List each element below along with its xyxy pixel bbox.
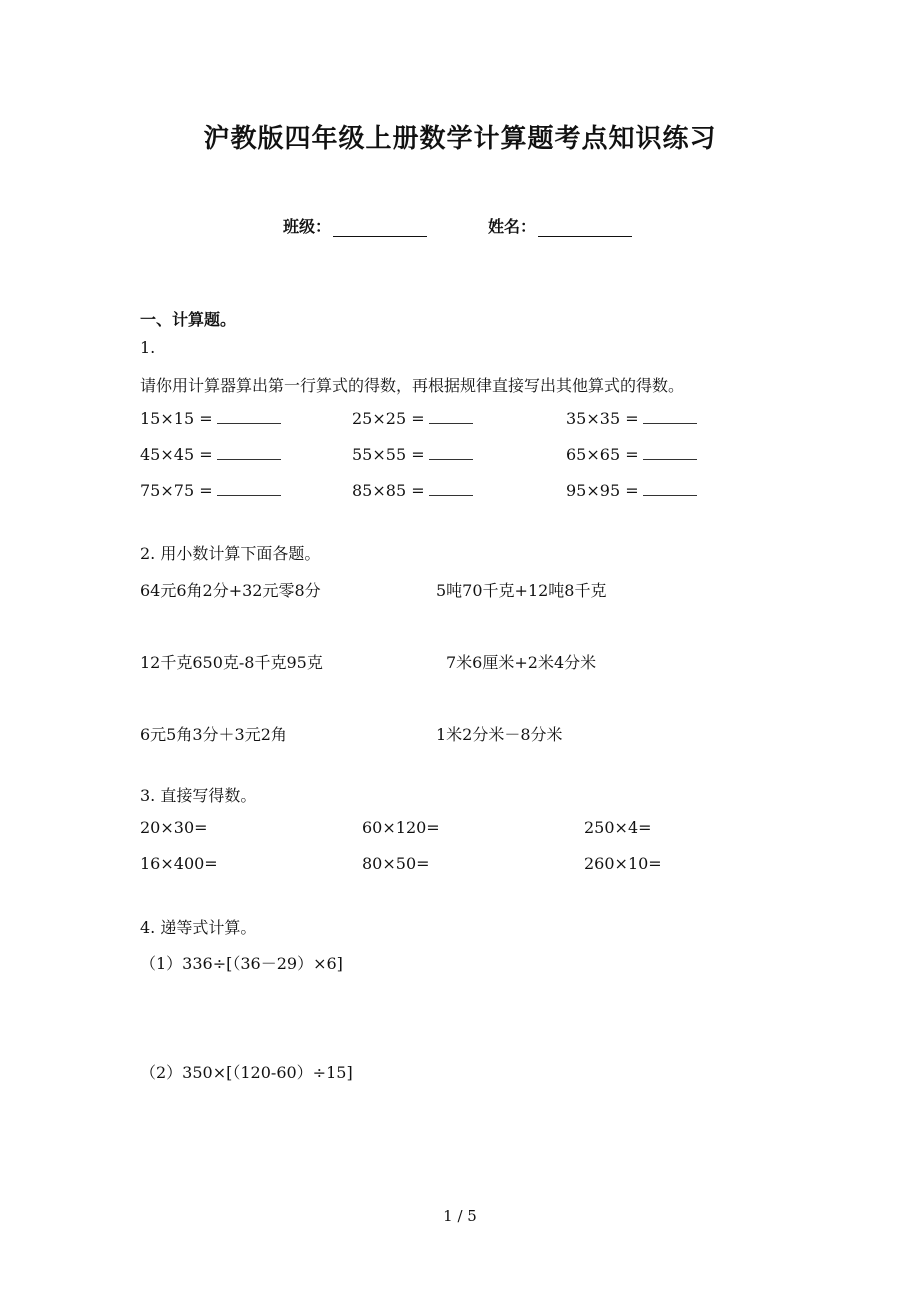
answer-blank <box>429 445 473 460</box>
q3-expression: 80×50= <box>362 854 430 873</box>
answer-blank <box>429 481 473 496</box>
q1-expression: 45×45 = <box>140 445 281 464</box>
q1-expression: 85×85 = <box>352 481 473 500</box>
q4-heading: 4. 递等式计算。 <box>140 918 257 937</box>
name-label: 姓名： <box>488 217 537 236</box>
answer-blank <box>643 481 697 496</box>
q2-item: 5吨70千克+12吨8千克 <box>436 581 607 600</box>
q2-item: 1米2分米－8分米 <box>436 725 563 744</box>
q1-expression: 95×95 = <box>566 481 697 500</box>
class-label: 班级： <box>283 217 332 236</box>
q1-expression: 55×55 = <box>352 445 473 464</box>
q1-number: 1. <box>140 338 156 357</box>
q3-heading: 3. 直接写得数。 <box>140 786 257 805</box>
q3-expression: 260×10= <box>584 854 662 873</box>
answer-blank <box>217 409 281 424</box>
q1-expression: 25×25 = <box>352 409 473 428</box>
q4-item: （1）336÷[（36－29）×6] <box>140 954 343 973</box>
q1-expression: 35×35 = <box>566 409 697 428</box>
q2-item: 64元6角2分+32元零8分 <box>140 581 321 600</box>
q1-expression: 65×65 = <box>566 445 697 464</box>
q4-item: （2）350×[（120-60）÷15] <box>140 1063 353 1082</box>
class-field <box>283 214 427 237</box>
name-field <box>488 214 632 237</box>
q2-heading: 2. 用小数计算下面各题。 <box>140 544 321 563</box>
q3-expression: 250×4= <box>584 818 652 837</box>
q3-expression: 20×30= <box>140 818 208 837</box>
q1-expression: 75×75 = <box>140 481 281 500</box>
q1-expression: 15×15 = <box>140 409 281 428</box>
q3-expression: 60×120= <box>362 818 440 837</box>
q2-item: 12千克650克-8千克95克 <box>140 653 323 672</box>
answer-blank <box>217 445 281 460</box>
section-heading: 一、计算题。 <box>140 310 237 329</box>
answer-blank <box>643 445 697 460</box>
q2-item: 6元5角3分＋3元2角 <box>140 725 287 744</box>
name-blank <box>538 218 632 237</box>
q1-instruction: 请你用计算器算出第一行算式的得数，再根据规律直接写出其他算式的得数。 <box>140 376 685 395</box>
answer-blank <box>429 409 473 424</box>
page-title: 沪教版四年级上册数学计算题考点知识练习 <box>203 124 717 154</box>
answer-blank <box>217 481 281 496</box>
answer-blank <box>643 409 697 424</box>
page-number: 1 / 5 <box>443 1207 477 1225</box>
q2-item: 7米6厘米+2米4分米 <box>446 653 597 672</box>
q3-expression: 16×400= <box>140 854 218 873</box>
class-blank <box>333 218 427 237</box>
